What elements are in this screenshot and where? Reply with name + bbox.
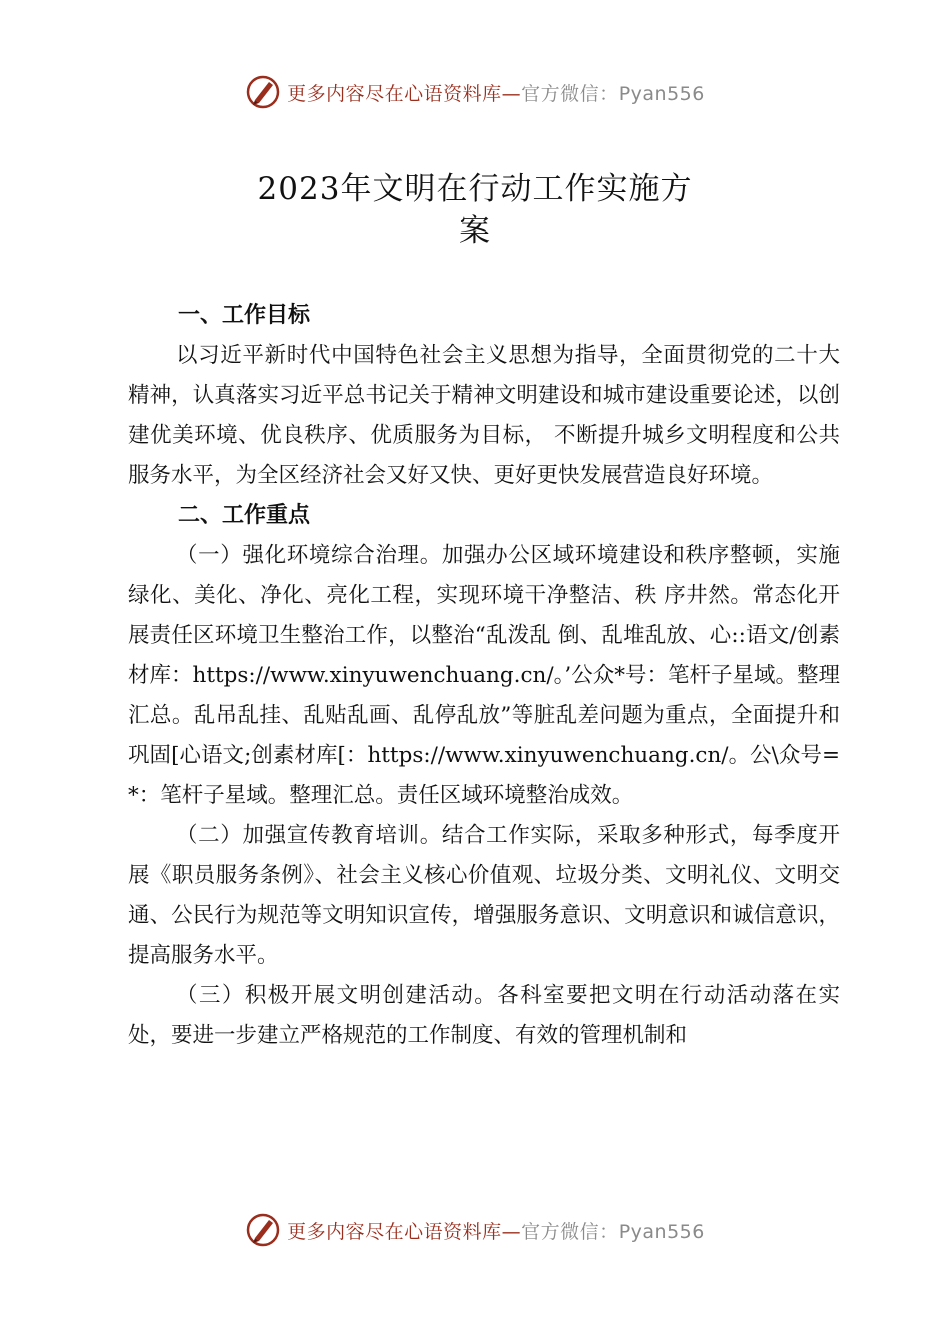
banner-main-text: 更多内容尽在心语资料库 [287, 1220, 502, 1243]
paragraph-goals: 以习近平新时代中国特色社会主义思想为指导，全面贯彻党的二十大精神，认真落实习近平总书记关于精神文明建设和城市建设重要论述，以创建优美环境、优良秩序、优质服务为目标， 不断提升城乡文明程度和公共服务水平，为全区经济社会又好又快、更好更快发展营造良好环境。 [128, 343, 840, 488]
banner-label: 官方微信： [521, 1220, 619, 1243]
section-heading-goals: 一、工作目标 [178, 303, 311, 328]
banner-label: 官方微信： [521, 82, 619, 105]
header-banner [0, 72, 950, 112]
paragraph-education: （二）加强宣传教育培训。结合工作实际，采取多种形式，每季度开展《职员服务条例》、社会主义核心价值观、垃圾分类、文明礼仪、文明交通、公民行为规范等文明知识宣传，增强服务意识、文明意识和诚信意识，提高服务水平。 [128, 823, 840, 968]
paragraph-environment: （一）强化环境综合治理。加强办公区域环境建设和秩序整顿，实施绿化、美化、净化、亮化工程，实现环境干净整洁、秩 序井然。常态化开展责任区环境卫生整治工作，以整治“乱泼乱 倒、乱堆乱放、心::语文/创素材库：https://www.xinyuwenchuang.cn/。’公众*号：笔杆子星域。整理汇总。乱吊乱挂、乱贴乱画、乱停乱放”等脏乱差问题为重点，全面提升和巩固[心语文;创素材库[：https://www.xinyuwenchuang.cn/。公\众号=*：笔杆子星域。整理汇总。责任区域环境整治成效。 [128, 543, 840, 808]
banner-dash: — [501, 82, 522, 105]
title-line-1: 2023年文明在行动工作实施方 [257, 171, 693, 207]
document-title [0, 168, 950, 252]
footer-banner [0, 1210, 950, 1250]
banner-text [287, 1217, 705, 1244]
document-body [128, 296, 840, 1056]
banner-text [287, 79, 705, 106]
pen-logo-icon [245, 74, 281, 110]
banner-wechat-id: Pyan556 [618, 82, 705, 105]
banner-dash: — [501, 1220, 522, 1243]
banner-wechat-id: Pyan556 [618, 1220, 705, 1243]
paragraph-activities: （三）积极开展文明创建活动。各科室要把文明在行动活动落在实处，要进一步建立严格规范的工作制度、有效的管理机制和 [128, 983, 840, 1048]
pen-logo-icon [245, 1212, 281, 1248]
title-line-2: 案 [459, 213, 491, 249]
section-heading-priorities: 二、工作重点 [178, 503, 311, 528]
banner-main-text: 更多内容尽在心语资料库 [287, 82, 502, 105]
